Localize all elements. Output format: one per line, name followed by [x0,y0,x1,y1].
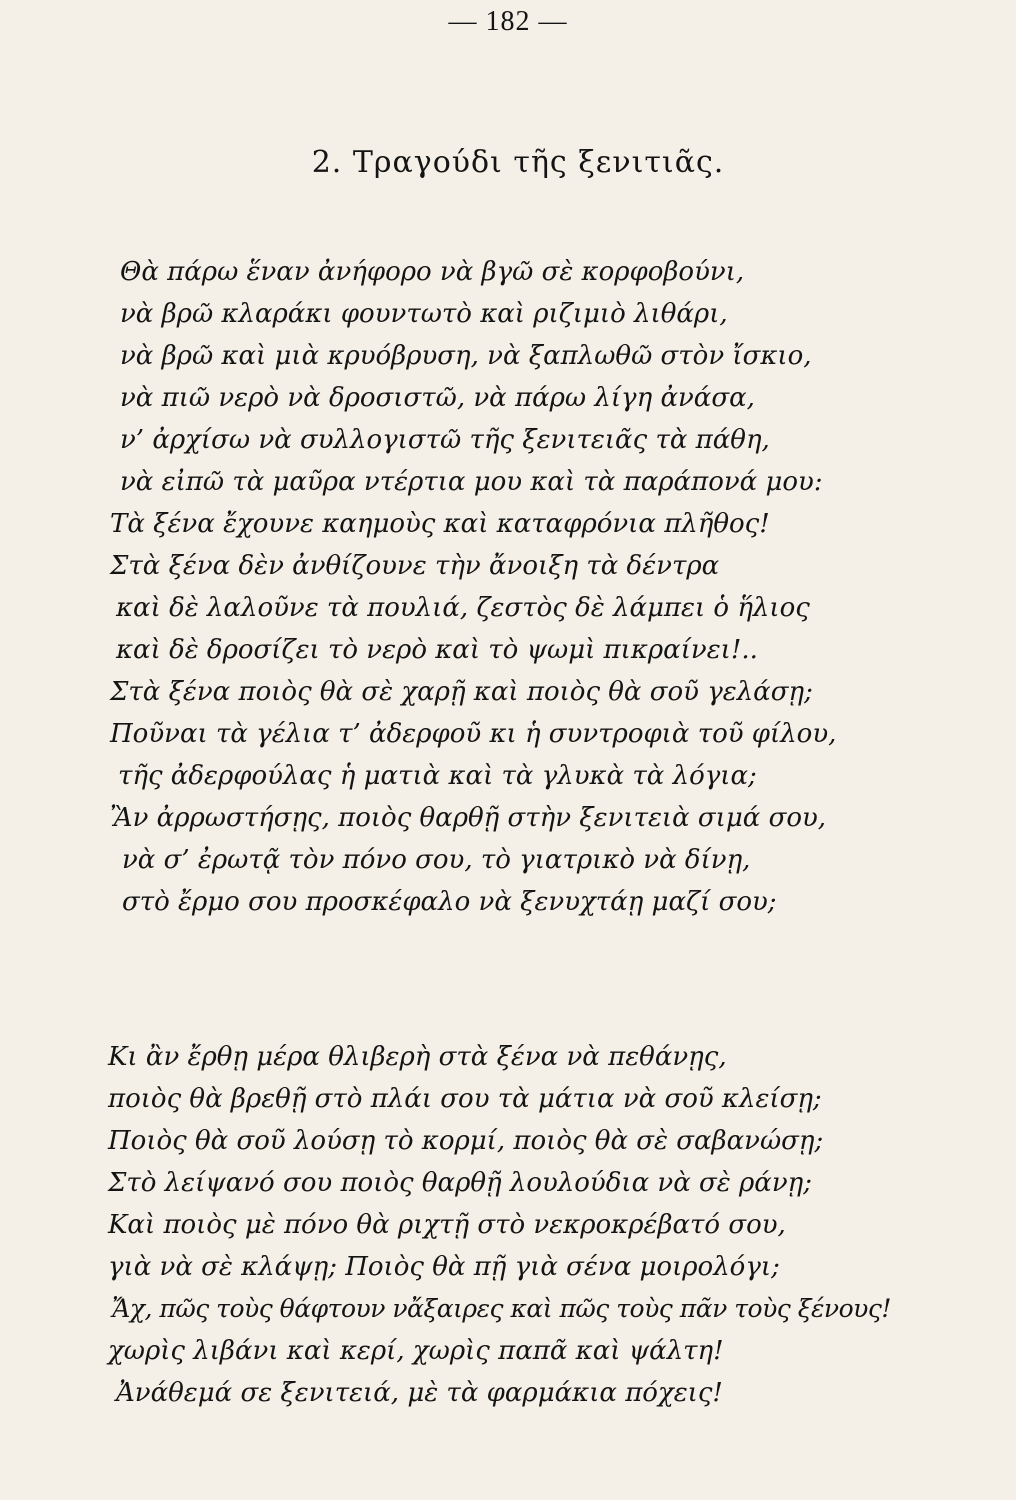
poem-line: Ποῦναι τὰ γέλια τ’ ἀδερφοῦ κι ἡ συντροφιὰ τοῦ φίλου, [110,719,837,749]
poem-line: νὰ βρῶ καὶ μιὰ κρυόβρυση, νὰ ξαπλωθῶ στὸν ἴσκιο, [120,341,812,371]
poem-line: Ἀνάθεμά σε ξενιτειά, μὲ τὰ φαρμάκια πόχεις! [116,1378,723,1408]
poem-title: 2. Τραγούδι τῆς ξενιτιᾶς. [311,145,725,180]
poem-line: νὰ βρῶ κλαράκι φουντωτὸ καὶ ριζιμιὸ λιθάρι, [120,299,728,329]
poem-line: στὸ ἔρμο σου προσκέφαλο νὰ ξενυχτάῃ μαζί σου; [122,887,777,917]
poem-line: Καὶ ποιὸς μὲ πόνο θὰ ριχτῇ στὸ νεκροκρέβατό σου, [108,1210,786,1240]
page-number: — 182 — [448,6,568,37]
poem-line: Κι ἂν ἔρθῃ μέρα θλιβερὴ στὰ ξένα νὰ πεθάνῃς, [108,1042,727,1072]
poem-line: Τὰ ξένα ἔχουνε καημοὺς καὶ καταφρόνια πλῆθος! [110,509,770,539]
poem-line: νὰ σ’ ἐρωτᾷ τὸν πόνο σου, τὸ γιατρικὸ νὰ δίνῃ, [122,845,751,875]
poem-line: Ἂν ἀρρωστήσῃς, ποιὸς θαρθῇ στὴν ξενιτειὰ σιμά σου, [110,803,827,833]
poem-line: νὰ εἰπῶ τὰ μαῦρα ντέρτια μου καὶ τὰ παράπονά μου: [120,467,823,497]
poem-line: ν’ ἀρχίσω νὰ συλλογιστῶ τῆς ξενιτειᾶς τὰ πάθη, [120,425,770,455]
poem-line: νὰ πιῶ νερὸ νὰ δροσιστῶ, νὰ πάρω λίγη ἀνάσα, [120,383,755,413]
poem-line: Θὰ πάρω ἕναν ἀνήφορο νὰ βγῶ σὲ κορφοβούνι, [120,257,745,287]
poem-line: χωρὶς λιβάνι καὶ κερί, χωρὶς παπᾶ καὶ ψάλτη! [108,1336,724,1366]
poem-line: ποιὸς θὰ βρεθῇ στὸ πλάι σου τὰ μάτια νὰ σοῦ κλείσῃ; [108,1084,822,1114]
poem-line: Στὰ ξένα δὲν ἀνθίζουνε τὴν ἄνοιξη τὰ δέντρα [110,551,720,581]
poem-line: καὶ δὲ λαλοῦνε τὰ πουλιά, ζεστὸς δὲ λάμπει ὁ ἥλιος [116,593,810,623]
poem-line: Ποιὸς θὰ σοῦ λούσῃ τὸ κορμί, ποιὸς θὰ σὲ σαβανώσῃ; [108,1126,824,1156]
poem-line: Στὰ ξένα ποιὸς θὰ σὲ χαρῇ καὶ ποιὸς θὰ σοῦ γελάσῃ; [110,677,813,707]
poem-line: Στὸ λείψανό σου ποιὸς θαρθῇ λουλούδια νὰ σὲ ράνῃ; [108,1168,812,1198]
poem-line: γιὰ νὰ σὲ κλάψῃ; Ποιὸς θὰ πῇ γιὰ σένα μοιρολόγι; [108,1252,780,1282]
poem-line: Ἄχ, πῶς τοὺς θάφτουν νἄξαιρες καὶ πῶς τοὺς πᾶν τοὺς ξένους! [112,1294,891,1323]
poem-line: τῆς ἀδερφούλας ἡ ματιὰ καὶ τὰ γλυκὰ τὰ λόγια; [118,761,757,791]
poem-line: καὶ δὲ δροσίζει τὸ νερὸ καὶ τὸ ψωμὶ πικραίνει!.. [116,635,758,665]
